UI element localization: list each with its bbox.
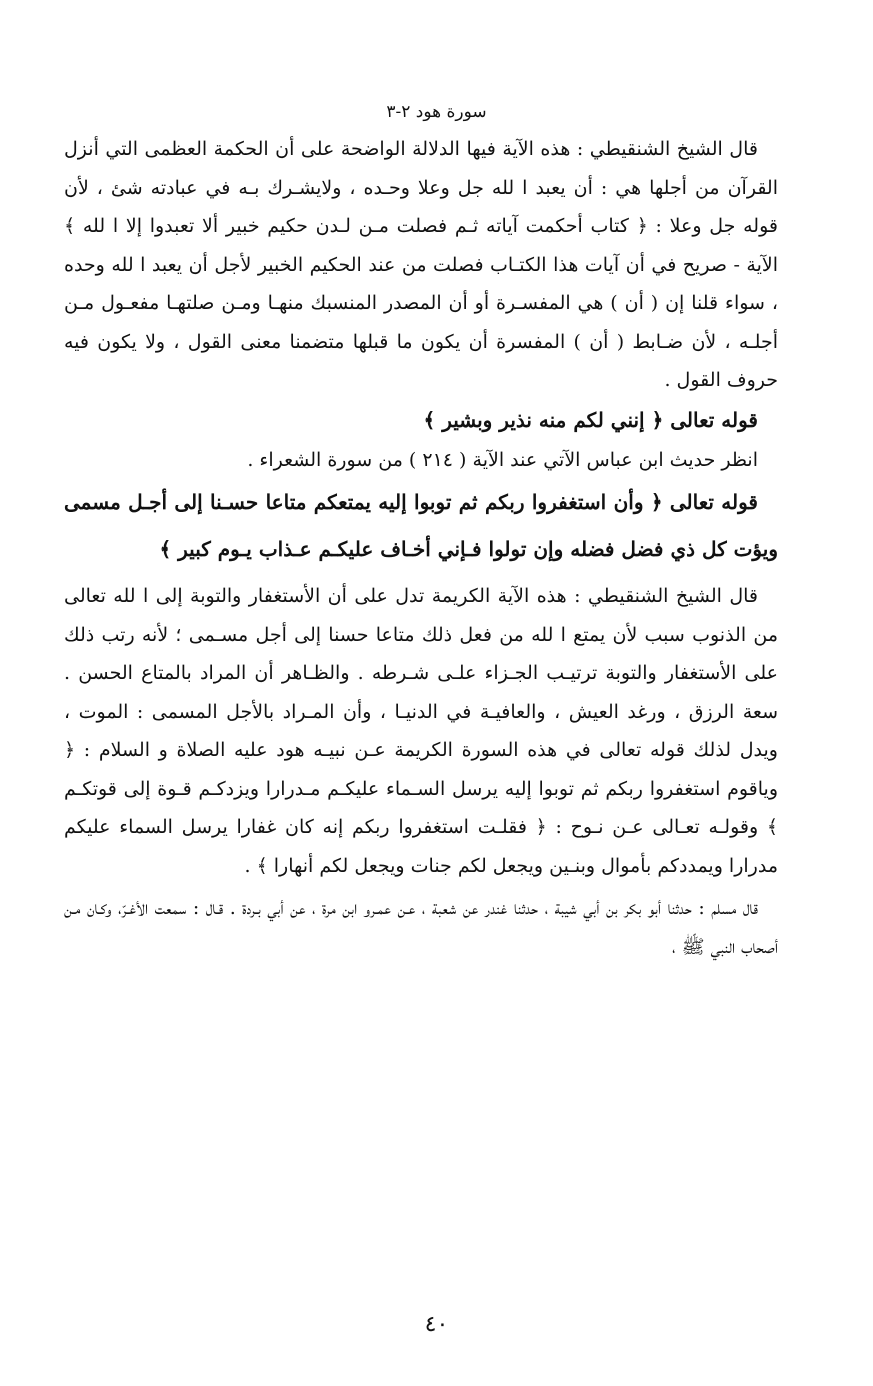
- page-number: ٤٠: [424, 1312, 449, 1337]
- cross-reference-paragraph: انظر حديث ابن عباس الآتي عند الآية ( ٢١٤ ) من سورة الشعراء .: [247, 448, 758, 471]
- hadith-paragraph: قال مسلم : حدثنا أبو بكر بن أبي شيبة ، حدثنا غندر عن شعبة ، عـن عمـرو ابن مرة ، عن أبي بـردة . قـال : سمعت الأغـرّ، وكـان مـن أصحاب النبي ﷺ ،: [64, 897, 778, 958]
- verse-heading: قوله تعالى ﴿ إنني لكم منه نذير وبشير ﴾: [423, 407, 758, 432]
- running-header: سورة هود ٢-٣: [386, 102, 487, 122]
- commentary-paragraph: قال الشيخ الشنقيطي : هذه الآية الكريمة تدل على أن الأستغفار والتوبة إلى ا لله تعالى من الذنوب سبب لأن يمتع ا لله من فعل ذلك متاعا حسنا إلى أجل مسـمى ؛ لأنه رتب ذلك على الأستغفار والتوبة ترتيـب الجـزاء علـى شـرطه . والظـاهر أن المراد بالمتاع الحسن . سعة الرزق ، ورغد العيش ، والعافيـة في الدنيـا ، وأن المـراد بالأجل المسمى : الموت ، ويدل لذلك قوله تعالى في هذه السورة الكريمة عـن نبيـه هود عليه الصلاة و السلام : ﴿ وياقوم استغفروا ربكم ثم توبوا إليه يرسل السـماء عليكـم مـدرارا ويزدكـم قـوة إلى قوتكـم ﴾ وقولـه تعـالى عـن نـوح : ﴿ فقلـت استغفروا ربكم إنه كان غفارا يرسل السماء عليكم مدرارا ويمددكم بأموال وبنـين ويجعل لكم جنات ويجعل لكم أنهارا ﴾ .: [64, 585, 778, 877]
- verse-heading: قوله تعالى ﴿ وأن استغفروا ربكم ثم توبوا إليه يمتعكم متاعا حسـنا إلى أجـل مسمى ويؤت كل ذي فضل فضله وإن تولوا فـإني أخـاف عليكـم عـذاب يـوم كبير ﴾: [64, 490, 778, 561]
- page-body: [64, 130, 778, 966]
- commentary-paragraph: قال الشيخ الشنقيطي : هذه الآية فيها الدلالة الواضحة على أن الحكمة العظمى التي أنزل القرآن من أجلها هي : أن يعبد ا لله جل وعلا وحـده ، ولايشـرك بـه في عبادته شئ ، لأن قوله جل وعلا : ﴿ كتاب أحكمت آياته ثـم فصلت مـن لـدن حكيم خبير ألا تعبدوا إلا ا لله ﴾ الآية - صريح في أن آيات هذا الكتـاب فصلت من عند الحكيم الخبير لأجل أن يعبد ا لله وحده ، سواء قلنا إن ( أن ) هي المفسـرة أو أن المصدر المنسبك منهـا ومـن صلتهـا مفعـول مـن أجلـه ، لأن ضـابط ( أن ) المفسرة أن يكون ما قبلها متضمنا معنى القول ، ولا يكون فيه حروف القول .: [64, 138, 778, 391]
